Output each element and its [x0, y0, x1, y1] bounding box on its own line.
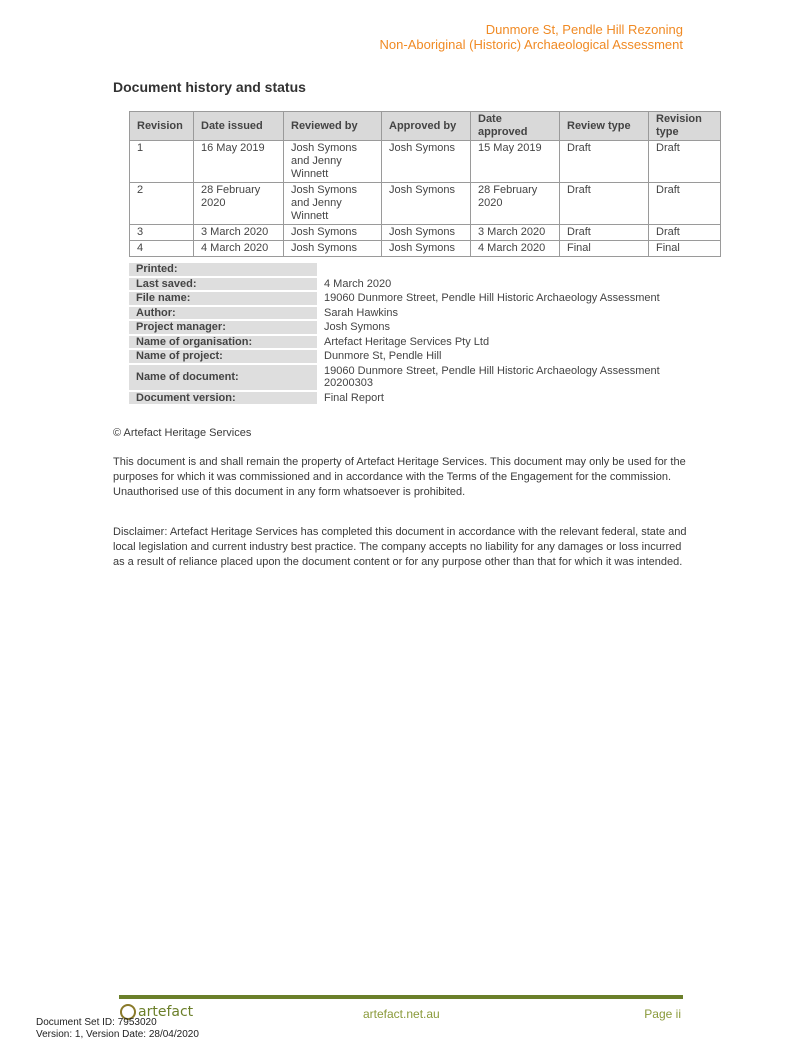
property-statement: This document is and shall remain the property of Artefact Heritage Services. This document may only be used for the purposes for which it was commissioned and in accordance with the Terms of the Engagement for the commission. Unauthorised use of this document in any form whatsoever is prohibited.	[113, 456, 686, 498]
table-cell: Josh Symons	[382, 141, 471, 183]
table-row	[130, 241, 721, 257]
table-cell: 1	[130, 141, 194, 183]
meta-value: 19060 Dunmore Street, Pendle Hill Historic Archaeology Assessment	[324, 292, 660, 304]
meta-value: Josh Symons	[324, 321, 391, 333]
table-cell: 15 May 2019	[471, 141, 560, 183]
meta-value: Dunmore St, Pendle Hill	[324, 350, 442, 362]
meta-label: Project manager:	[129, 321, 317, 334]
column-header: Date issued	[194, 112, 284, 141]
table-cell: 16 May 2019	[194, 141, 284, 183]
logo-text: artefact	[138, 1004, 194, 1020]
history-header-row	[130, 112, 721, 141]
table-cell: 4	[130, 241, 194, 257]
table-cell: 3	[130, 225, 194, 241]
column-header: Approved by	[382, 112, 471, 141]
table-cell: Josh Symons	[382, 183, 471, 225]
document-header	[380, 22, 683, 52]
table-cell: Draft	[649, 183, 721, 225]
page-number: Page ii	[644, 1007, 681, 1021]
table-cell: Josh Symons	[284, 241, 382, 257]
table-cell: 4 March 2020	[471, 241, 560, 257]
meta-row	[129, 350, 691, 363]
meta-row	[129, 292, 691, 305]
meta-label: Printed:	[129, 263, 317, 276]
meta-value: Sarah Hawkins	[324, 306, 398, 319]
document-set-id: Document Set ID: 7953020	[36, 1017, 157, 1028]
table-cell: Draft	[649, 141, 721, 183]
table-row	[130, 141, 721, 183]
meta-value: Artefact Heritage Services Pty Ltd	[324, 335, 490, 348]
document-history-table	[129, 111, 721, 257]
table-cell: Final	[649, 241, 721, 257]
meta-value: 4 March 2020	[324, 277, 392, 290]
table-cell: 28 February 2020	[194, 183, 284, 225]
disclaimer: Disclaimer: Artefact Heritage Services has completed this document in accordance with the relevant federal, state and local legislation and current industry best practice. The company accepts no liability for any damages or loss incurred as a result of reliance placed upon the document content or for any purpose other than that for which it was intended.	[113, 526, 687, 568]
meta-row	[129, 278, 691, 291]
meta-label: Document version:	[129, 392, 317, 405]
meta-label: File name:	[129, 292, 317, 305]
document-set-stamp	[36, 1017, 199, 1041]
table-cell: 28 February 2020	[471, 183, 560, 225]
table-row	[130, 183, 721, 225]
column-header: Revision type	[649, 112, 721, 141]
meta-value	[317, 263, 691, 276]
meta-label: Last saved:	[129, 278, 317, 291]
copyright-notice: © Artefact Heritage Services	[113, 427, 252, 439]
meta-row	[129, 307, 691, 320]
meta-row	[129, 392, 691, 405]
column-header: Review type	[560, 112, 649, 141]
document-version-date: Version: 1, Version Date: 28/04/2020	[36, 1029, 199, 1040]
table-cell: 3 March 2020	[194, 225, 284, 241]
meta-row	[129, 263, 691, 276]
table-cell: Draft	[560, 141, 649, 183]
meta-row	[129, 321, 691, 334]
meta-label: Name of project:	[129, 350, 317, 363]
meta-value: Final Report	[324, 391, 384, 404]
website-link[interactable]: artefact.net.au	[363, 1007, 440, 1021]
table-cell: Josh Symons and Jenny Winnett	[284, 183, 382, 225]
table-cell: 3 March 2020	[471, 225, 560, 241]
document-metadata-table	[129, 261, 691, 406]
column-header: Reviewed by	[284, 112, 382, 141]
table-cell: Final	[560, 241, 649, 257]
table-cell: Josh Symons	[382, 241, 471, 257]
header-report-title: Non-Aboriginal (Historic) Archaeological Assessment	[379, 37, 683, 52]
table-cell: Draft	[560, 183, 649, 225]
table-cell: Josh Symons	[284, 225, 382, 241]
table-cell: 4 March 2020	[194, 241, 284, 257]
section-title: Document history and status	[113, 79, 306, 95]
table-cell: Josh Symons and Jenny Winnett	[284, 141, 382, 183]
meta-label: Name of organisation:	[129, 336, 317, 349]
meta-row	[129, 336, 691, 349]
column-header: Revision	[130, 112, 194, 141]
table-cell: Draft	[560, 225, 649, 241]
table-cell: Josh Symons	[382, 225, 471, 241]
table-cell: 2	[130, 183, 194, 225]
meta-row	[129, 365, 691, 390]
footer-divider	[119, 995, 683, 999]
column-header: Date approved	[471, 112, 560, 141]
meta-label: Author:	[129, 307, 317, 320]
table-row	[130, 225, 721, 241]
header-project-title: Dunmore St, Pendle Hill Rezoning	[485, 22, 683, 37]
table-cell: Draft	[649, 225, 721, 241]
meta-label: Name of document:	[129, 365, 317, 390]
meta-value: 19060 Dunmore Street, Pendle Hill Historic Archaeology Assessment 20200303	[324, 364, 660, 389]
